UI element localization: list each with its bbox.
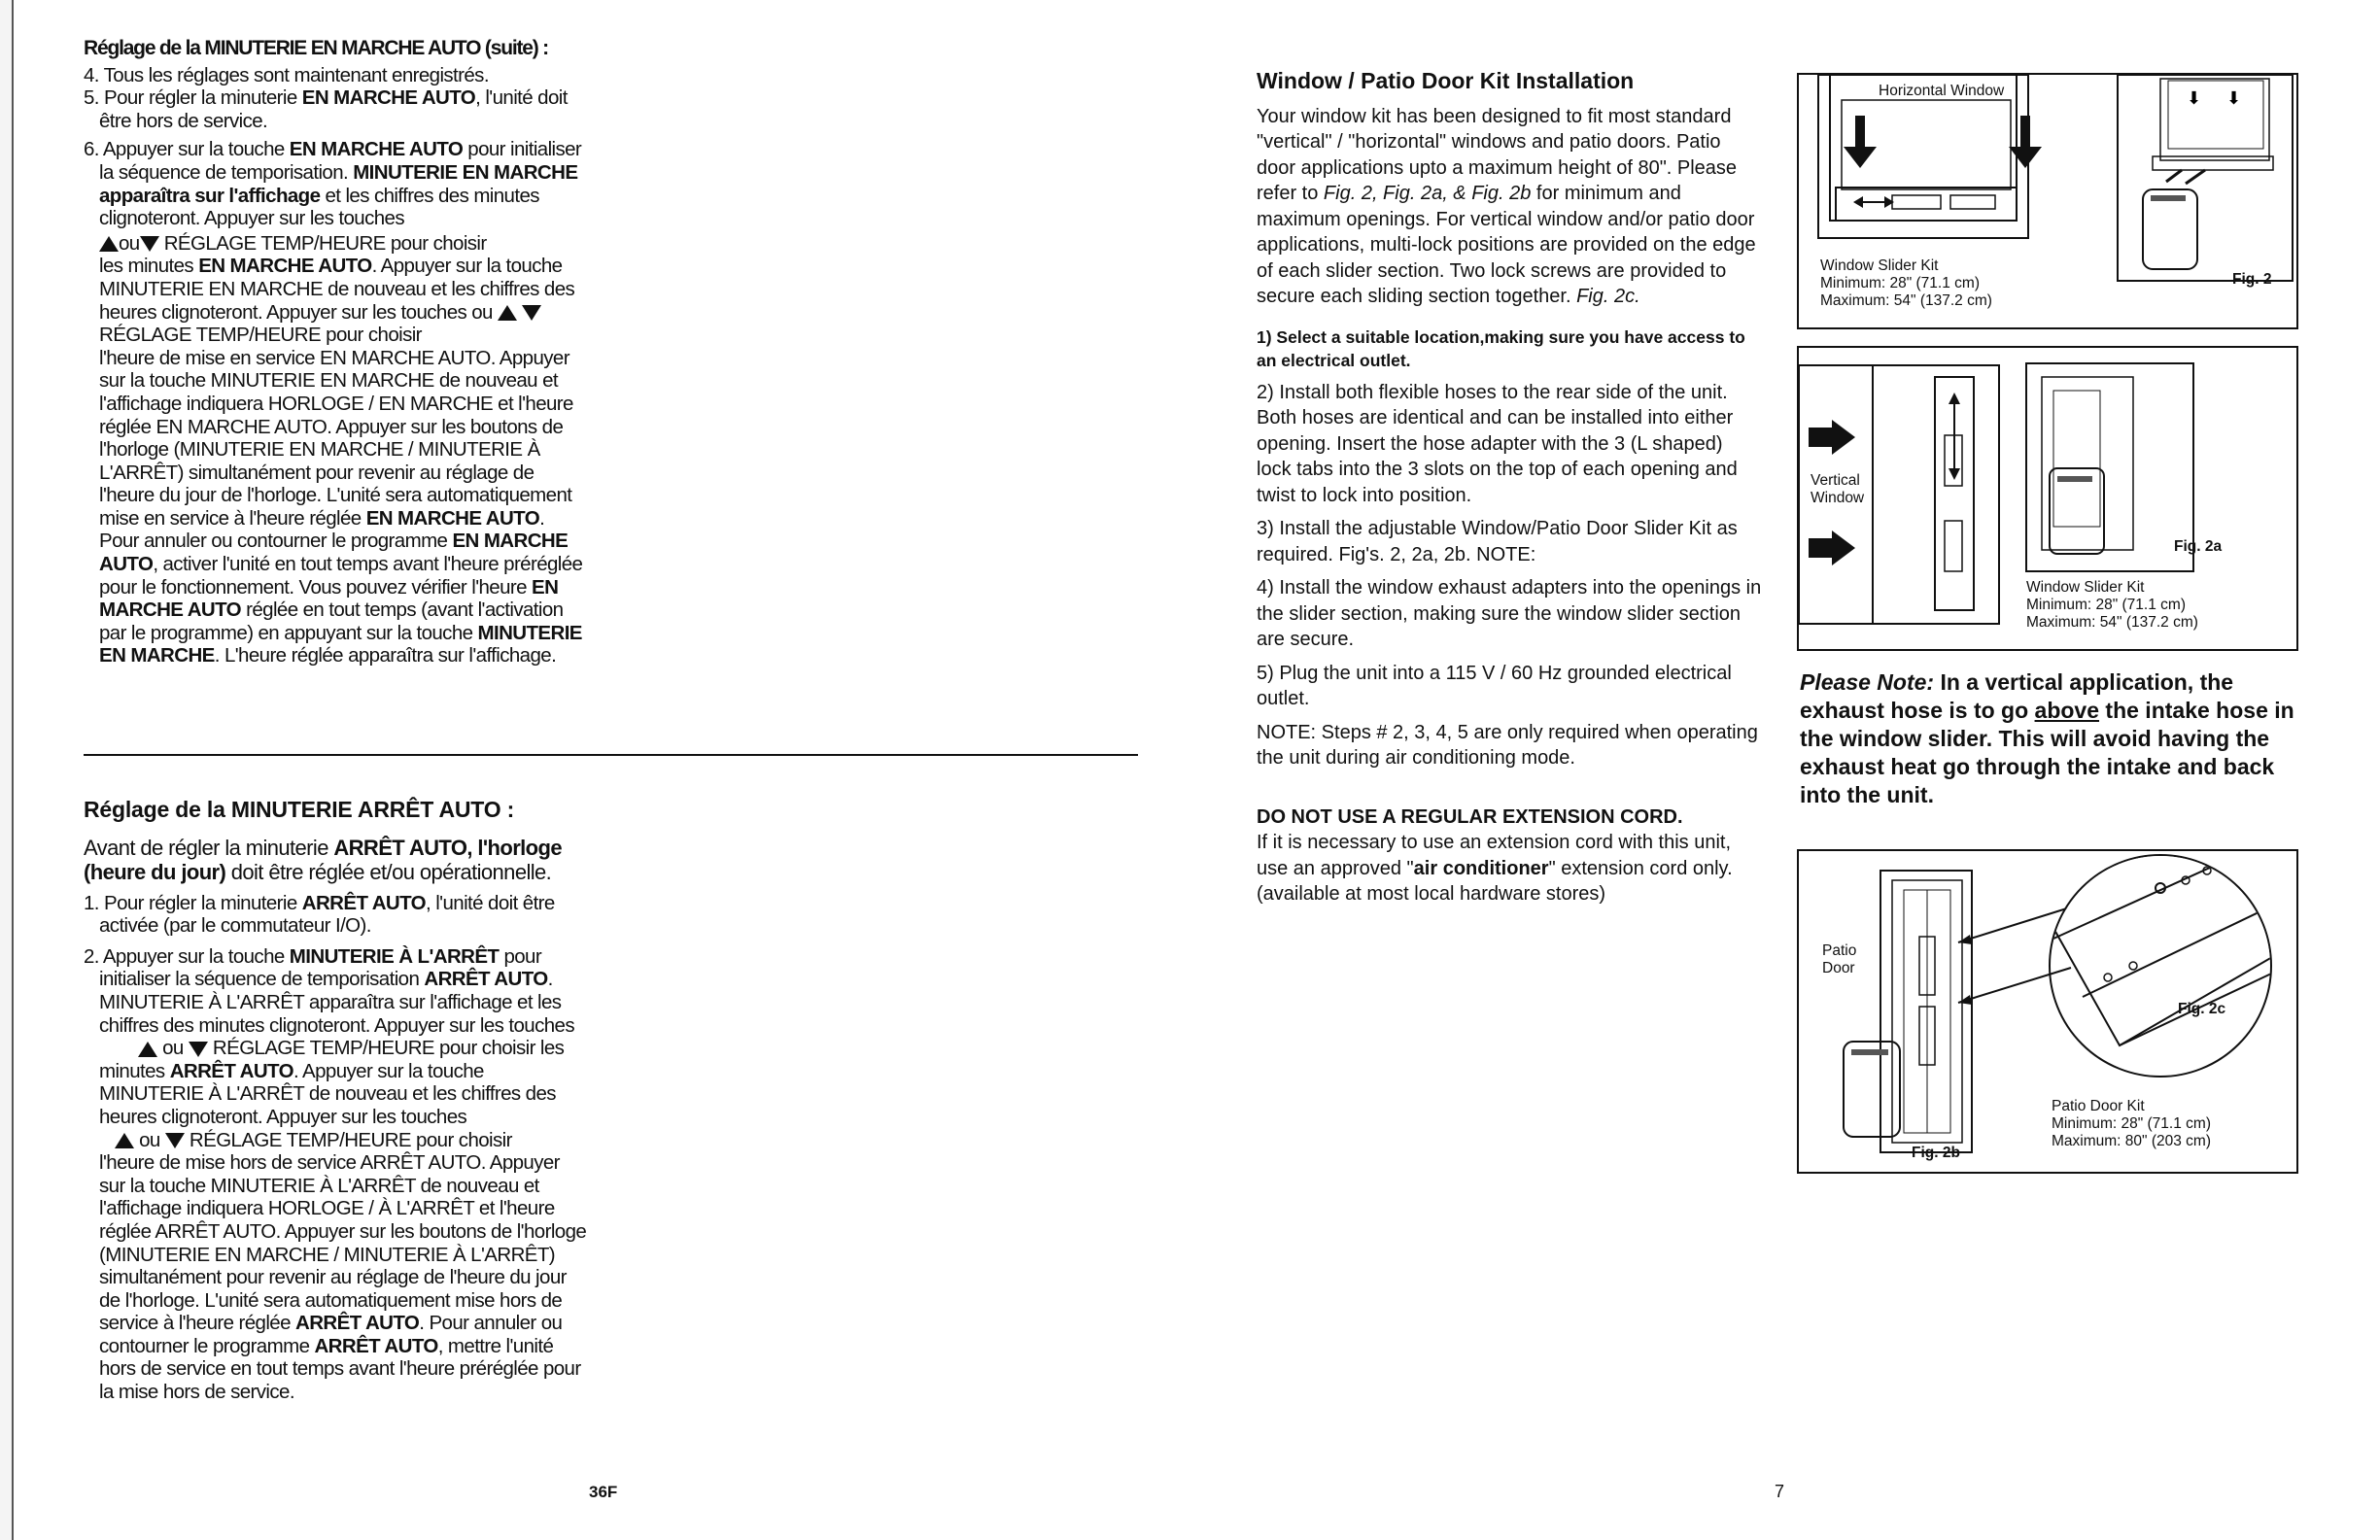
fig2-horizontal-window-label: Horizontal Window <box>1879 83 2005 99</box>
steps-note: NOTE: Steps # 2, 3, 4, 5 are only required when operating the unit during air conditioning mode. <box>1257 721 1758 769</box>
fig2-kit-title: Window Slider Kit <box>1820 257 1939 274</box>
svg-text:⬇: ⬇ <box>2226 88 2242 109</box>
svg-text:⬇: ⬇ <box>2187 88 2202 109</box>
please-note: Please Note: In a vertical application, the exhaust hose is to go above the intake hose in the window slider. This will avoid having the exhaust heat go through the intake and back into the unit. <box>1800 669 2294 807</box>
left-edge-bar <box>0 0 14 1540</box>
right-text-column <box>1257 68 1762 907</box>
s2-line-reg2: ou RÉGLAGE TEMP/HEURE pour choisir <box>84 1129 589 1152</box>
right-page-number: 7 <box>1775 1482 1785 1501</box>
down-triangle-icon <box>165 1133 185 1148</box>
kit-title: Window / Patio Door Kit Installation <box>1257 68 1635 93</box>
section1-title: Réglage de la MINUTERIE EN MARCHE AUTO (suite) : <box>84 37 548 59</box>
s2-line-or: ou RÉGLAGE TEMP/HEURE pour choisir les minutes ARRÊT AUTO. Appuyer sur la touche MINUTERIE À L'ARRÊT de nouveau et les chiffres des heures clignoteront. Appuyer sur les touches <box>99 1037 565 1128</box>
s1-item6: 6. Appuyer sur la touche EN MARCHE AUTO pour initialiser la séquence de temporisation. MINUTERIE EN MARCHE apparaîtra sur l'affichage et les chiffres des minutes clignoteront. Appuyer sur les touches <box>84 138 582 230</box>
up-triangle-icon <box>115 1133 134 1148</box>
up-triangle-icon <box>138 1042 157 1057</box>
step-2: 2) Install both flexible hoses to the rear side of the unit. Both hoses are identical and can be installed into either opening. Insert the hose adapter with the 3 (L shaped) lock tabs into the 3 slots on the top of each opening and twist to lock into position. <box>1257 381 1738 506</box>
fig2c-label: Fig. 2c <box>2178 1001 2226 1017</box>
left-section1 <box>84 37 589 667</box>
down-triangle-icon <box>140 236 159 252</box>
step-5: 5) Plug the unit into a 115 V / 60 Hz grounded electrical outlet. <box>1257 662 1732 709</box>
fig2-label: Fig. 2 <box>2232 271 2272 288</box>
left-section2 <box>84 799 589 1404</box>
step-4: 4) Install the window exhaust adapters into the openings in the slider section, making sure the window slider section are secure. <box>1257 577 1762 650</box>
fig2a-max: Maximum: 54" (137.2 cm) <box>2026 614 2198 631</box>
fig2b-patio-door-label: Patio Door <box>1822 942 1857 976</box>
down-triangle-icon <box>522 305 541 321</box>
fig2a-vertical-label: Vertical Window <box>1811 472 1865 506</box>
fig2b-label: Fig. 2b <box>1912 1145 1960 1161</box>
fig2a-min: Minimum: 28" (71.1 cm) <box>2026 597 2186 613</box>
s1-item5: 5. Pour régler la minuterie EN MARCHE AUTO, l'unité doit être hors de service. <box>84 86 568 132</box>
fig2a-panel <box>1797 346 2298 651</box>
s1-line-or1: ou RÉGLAGE TEMP/HEURE pour choisir <box>84 232 589 256</box>
fig2b-max: Maximum: 80" (203 cm) <box>2052 1133 2211 1149</box>
fig2b-kit-title: Patio Door Kit <box>2052 1098 2145 1114</box>
s2-intro: Avant de régler la minuterie ARRÊT AUTO, l'horloge (heure du jour) doit être réglée et/ou opérationnelle. <box>84 835 562 884</box>
kit-intro: Your window kit has been designed to fit most standard "vertical" / "horizontal" windows and patio doors. Patio door applications upto a maximum height of 80". Please refer to Fig. 2, Fig. 2a, & Fig. 2b for minimum and maximum openings. For vertical window and/or patio door applications, multi-lock positions are provided on the edge of each slider section. Two lock screws are provided to secure each sliding section together. Fig. 2c. <box>1257 105 1756 307</box>
s1-para2: l'heure de mise en service EN MARCHE AUTO. Appuyer sur la touche MINUTERIE EN MARCHE de nouveau et l'affichage indiquera HORLOGE / EN MARCHE et l'heure réglée EN MARCHE AUTO. Appuyer sur les boutons de l'horloge (MINUTERIE EN MARCHE / MINUTERIE À L'ARRÊT) simultanément pour revenir au réglage de l'heure du jour de l'horloge. L'unité sera automatiquement mise en service à l'heure réglée EN MARCHE AUTO. Pour annuler ou contourner le programme EN MARCHE AUTO, activer l'unité en tout temps avant l'heure préréglée pour le fonctionnement. Vous pouvez vérifier l'heure EN MARCHE AUTO réglée en tout temps (avant l'activation par le programme) en appuyant sur la touche MINUTERIE EN MARCHE. L'heure réglée apparaîtra sur l'affichage. <box>99 346 583 667</box>
fig2-panel <box>1797 73 2298 329</box>
s2-item1: 1. Pour régler la minuterie ARRÊT AUTO, l'unité doit être activée (par le commutateur I/O). <box>84 891 555 938</box>
step-3: 3) Install the adjustable Window/Patio Door Slider Kit as required. Fig's. 2, 2a, 2b. NOTE: <box>1257 518 1738 565</box>
fig2-min: Minimum: 28" (71.1 cm) <box>1820 275 1980 291</box>
s1-item4: 4. Tous les réglages sont maintenant enregistrés. <box>84 63 489 86</box>
section2-title: Réglage de la MINUTERIE ARRÊT AUTO : <box>84 797 515 822</box>
left-page-number: 36F <box>589 1483 618 1501</box>
section-divider <box>84 754 1138 756</box>
s2-para2: l'heure de mise hors de service ARRÊT AUTO. Appuyer sur la touche MINUTERIE À L'ARRÊT de nouveau et l'affichage indiquera HORLOGE / À L'ARRÊT et l'heure réglée ARRÊT AUTO. Appuyer sur les boutons de l'horloge (MINUTERIE EN MARCHE / MINUTERIE À L'ARRÊT) simultanément pour revenir au réglage de l'heure du jour de l'horloge. L'unité sera automatiquement mise hors de service à l'heure réglée ARRÊT AUTO. Pour annuler ou contourner le programme ARRÊT AUTO, mettre l'unité hors de service en tout temps avant l'heure préréglée pour la mise hors de service. <box>99 1151 587 1404</box>
step-1: 1) Select a suitable location,making sure you have access to an electrical outlet. <box>1257 326 1745 370</box>
s1-para1: les minutes EN MARCHE AUTO. Appuyer sur la touche MINUTERIE EN MARCHE de nouveau et les chiffres des heures clignoteront. Appuyer sur les touches ou RÉGLAGE TEMP/HEURE pour choisir <box>99 255 575 347</box>
up-triangle-icon <box>498 305 517 321</box>
s2-item2: 2. Appuyer sur la touche MINUTERIE À L'ARRÊT pour initialiser la séquence de temporisation ARRÊT AUTO. MINUTERIE À L'ARRÊT apparaîtra sur l'affichage et les chiffres des minutes clignoteront. Appuyer sur les touches <box>84 944 574 1037</box>
fig2b-panel <box>1797 849 2298 1174</box>
fig2-max: Maximum: 54" (137.2 cm) <box>1820 292 1992 309</box>
fig2b-min: Minimum: 28" (71.1 cm) <box>2052 1115 2211 1132</box>
warning-title: DO NOT USE A REGULAR EXTENSION CORD. <box>1257 805 1683 828</box>
warning-text: If it is necessary to use an extension cord with this unit, use an approved "air conditioner" extension cord only. (available at most local hardware stores) <box>1257 832 1733 905</box>
down-triangle-icon <box>189 1042 208 1057</box>
up-triangle-icon <box>99 236 119 252</box>
fig2a-kit-title: Window Slider Kit <box>2026 579 2145 596</box>
fig2a-label: Fig. 2a <box>2174 538 2223 555</box>
